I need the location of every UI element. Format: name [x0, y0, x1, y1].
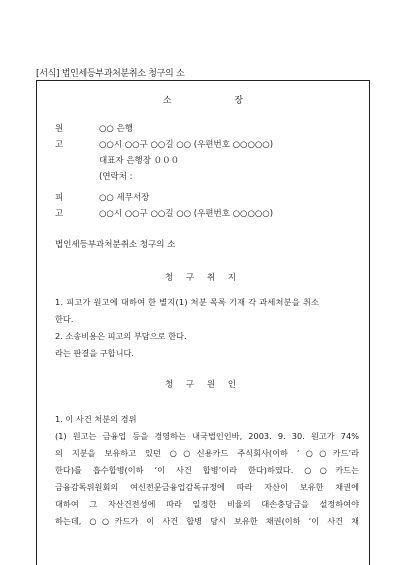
cause-heading: 청 구 원 인 [165, 380, 241, 390]
defendant-details [99, 190, 359, 222]
cause-subheading: 1. 이 사건 처분의 경위 [55, 414, 137, 424]
claim-line: 1. 피고가 원고에 대하여 한 별지(1) 처분 목록 기재 각 과세처분을 취소 [55, 297, 320, 307]
plaintiff-role-label: 원 고 [55, 124, 78, 150]
defendant-role-label: 피 고 [55, 193, 78, 219]
cause-line: (1) 원고는 금융업 등을 경영하는 내국법인인바, 2003. 9. 30. 원고가 74% [55, 431, 359, 441]
claim-line: 한다. [55, 314, 74, 324]
defendant-address: ○○시 ○○구 ○○길 ○○ (우편번호 ○○○○○) [99, 209, 274, 219]
cause-line: 대하여 그 자산건전성에 따라 일정한 비율의 대손충당금을 설정하여야 [55, 499, 359, 509]
plaintiff-name: ○○ 은행 [99, 124, 133, 134]
claim-line: 2. 소송비용은 피고의 부담으로 한다. [55, 331, 187, 341]
claim-body [55, 294, 359, 362]
form-label: [서식] 법인세등부과처분취소 청구의 소 [36, 69, 185, 79]
cause-line: 의 지분을 보유하고 있던 ○○신용카드 주식회사(이하 ‘○○카드’라 [55, 448, 359, 458]
plaintiff-address: ○○시 ○○구 ○○길 ○○ (우편번호 ○○○○○) [99, 140, 274, 150]
claim-heading: 청 구 취 지 [165, 273, 241, 283]
defendant-name: ○○ 세무서장 [99, 193, 150, 203]
cause-line: 금융감독위원회의 여신전문금융업감독규정에 따라 자산이 보유한 채권에 [55, 482, 359, 492]
case-name: 법인세등부과처분취소 청구의 소 [55, 240, 176, 250]
cause-line: 한다)를 흡수합병(이하 ‘이 사건 합병’이라 한다)하였다. ○○카드는 [55, 465, 359, 475]
complaint-document [36, 80, 370, 565]
claim-line: 라는 판결을 구합니다. [55, 348, 134, 358]
plaintiff-details [99, 121, 359, 185]
document-title: 소 장 [162, 96, 274, 106]
plaintiff-contact: (연락처 : [99, 172, 133, 182]
plaintiff-representative: 대표자 은행장 ０００ [99, 156, 180, 166]
cause-line: 하는데, ○○카드가 이 사건 합병 당시 보유한 채권(이하 ‘이 사건 채 [55, 516, 359, 526]
cause-body [55, 428, 359, 530]
